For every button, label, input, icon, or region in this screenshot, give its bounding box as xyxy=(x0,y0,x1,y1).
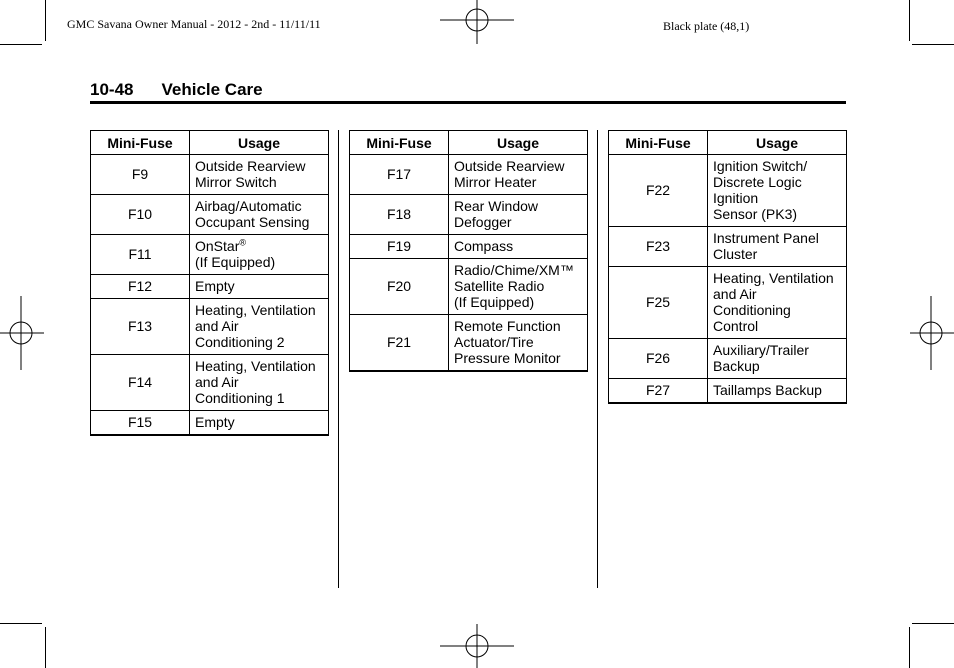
column-header-mini-fuse: Mini-Fuse xyxy=(350,131,449,155)
table-row xyxy=(350,259,588,315)
fuse-usage: Heating, Ventilation and Air Conditioning Control xyxy=(708,267,847,339)
registration-mark-icon xyxy=(0,296,44,370)
fuse-id: F17 xyxy=(350,155,449,195)
column-divider xyxy=(338,130,339,588)
fuse-usage: Taillamps Backup xyxy=(708,379,847,404)
fuse-id: F12 xyxy=(91,275,190,299)
fuse-id: F27 xyxy=(609,379,708,404)
fuse-usage: Rear Window Defogger xyxy=(449,195,588,235)
table-row xyxy=(91,411,329,436)
fuse-usage: Compass xyxy=(449,235,588,259)
crop-mark xyxy=(45,0,46,41)
table-row xyxy=(91,275,329,299)
fuse-id: F10 xyxy=(91,195,190,235)
registration-mark-icon xyxy=(440,0,514,44)
fuse-id: F22 xyxy=(609,155,708,227)
table-header-row xyxy=(91,131,329,155)
table-row xyxy=(350,235,588,259)
fuse-usage: Heating, Ventilation and Air Conditioning 2 xyxy=(190,299,329,355)
column-header-mini-fuse: Mini-Fuse xyxy=(91,131,190,155)
column-header-mini-fuse: Mini-Fuse xyxy=(609,131,708,155)
print-header-right: Black plate (48,1) xyxy=(663,19,750,33)
table-row xyxy=(91,155,329,195)
crop-mark xyxy=(0,44,42,45)
table-row xyxy=(91,299,329,355)
print-header-left: GMC Savana Owner Manual - 2012 - 2nd - 11/11/11 xyxy=(67,17,321,31)
fuse-usage: Auxiliary/Trailer Backup xyxy=(708,339,847,379)
fuse-usage xyxy=(190,235,329,275)
table-row xyxy=(91,235,329,275)
table-row xyxy=(609,267,847,339)
usage-text: (If Equipped) xyxy=(195,254,276,270)
fuse-id: F25 xyxy=(609,267,708,339)
fuse-table xyxy=(349,130,588,372)
fuse-usage: Outside Rearview Mirror Switch xyxy=(190,155,329,195)
fuse-id: F18 xyxy=(350,195,449,235)
usage-text: OnStar xyxy=(195,238,240,254)
registration-mark-icon xyxy=(440,624,514,668)
fuse-usage: Empty xyxy=(190,275,329,299)
registration-mark-icon xyxy=(910,296,954,370)
column-header-usage: Usage xyxy=(708,131,847,155)
table-row xyxy=(609,379,847,404)
page-title xyxy=(90,80,263,100)
column-divider xyxy=(597,130,598,588)
fuse-table xyxy=(90,130,329,436)
section-title: Vehicle Care xyxy=(161,80,263,99)
registered-mark: ® xyxy=(239,237,246,248)
table-row xyxy=(609,155,847,227)
table-row xyxy=(609,227,847,267)
page-number: 10-48 xyxy=(90,80,134,99)
crop-mark xyxy=(912,623,954,624)
table-row xyxy=(91,355,329,411)
table-row xyxy=(350,155,588,195)
fuse-usage: Instrument Panel Cluster xyxy=(708,227,847,267)
fuse-usage: Ignition Switch/ Discrete Logic Ignition Sensor (PK3) xyxy=(708,155,847,227)
table-header-row xyxy=(609,131,847,155)
fuse-id: F14 xyxy=(91,355,190,411)
fuse-usage: Heating, Ventilation and Air Conditioning 1 xyxy=(190,355,329,411)
fuse-table xyxy=(608,130,847,404)
title-rule xyxy=(90,101,846,104)
table-header-row xyxy=(350,131,588,155)
fuse-id: F9 xyxy=(91,155,190,195)
fuse-id: F19 xyxy=(350,235,449,259)
crop-mark xyxy=(909,0,910,41)
fuse-usage: Empty xyxy=(190,411,329,436)
column-header-usage: Usage xyxy=(190,131,329,155)
crop-mark xyxy=(0,623,42,624)
fuse-usage: Airbag/Automatic Occupant Sensing xyxy=(190,195,329,235)
fuse-id: F11 xyxy=(91,235,190,275)
fuse-id: F13 xyxy=(91,299,190,355)
table-row xyxy=(609,339,847,379)
crop-mark xyxy=(45,627,46,668)
fuse-usage: Radio/Chime/XM™ Satellite Radio (If Equipped) xyxy=(449,259,588,315)
fuse-id: F26 xyxy=(609,339,708,379)
table-row xyxy=(91,195,329,235)
table-row xyxy=(350,315,588,372)
fuse-id: F15 xyxy=(91,411,190,436)
fuse-usage: Remote Function Actuator/Tire Pressure Monitor xyxy=(449,315,588,372)
fuse-usage: Outside Rearview Mirror Heater xyxy=(449,155,588,195)
fuse-id: F20 xyxy=(350,259,449,315)
crop-mark xyxy=(909,627,910,668)
table-row xyxy=(350,195,588,235)
column-header-usage: Usage xyxy=(449,131,588,155)
fuse-id: F23 xyxy=(609,227,708,267)
crop-mark xyxy=(912,44,954,45)
fuse-id: F21 xyxy=(350,315,449,372)
